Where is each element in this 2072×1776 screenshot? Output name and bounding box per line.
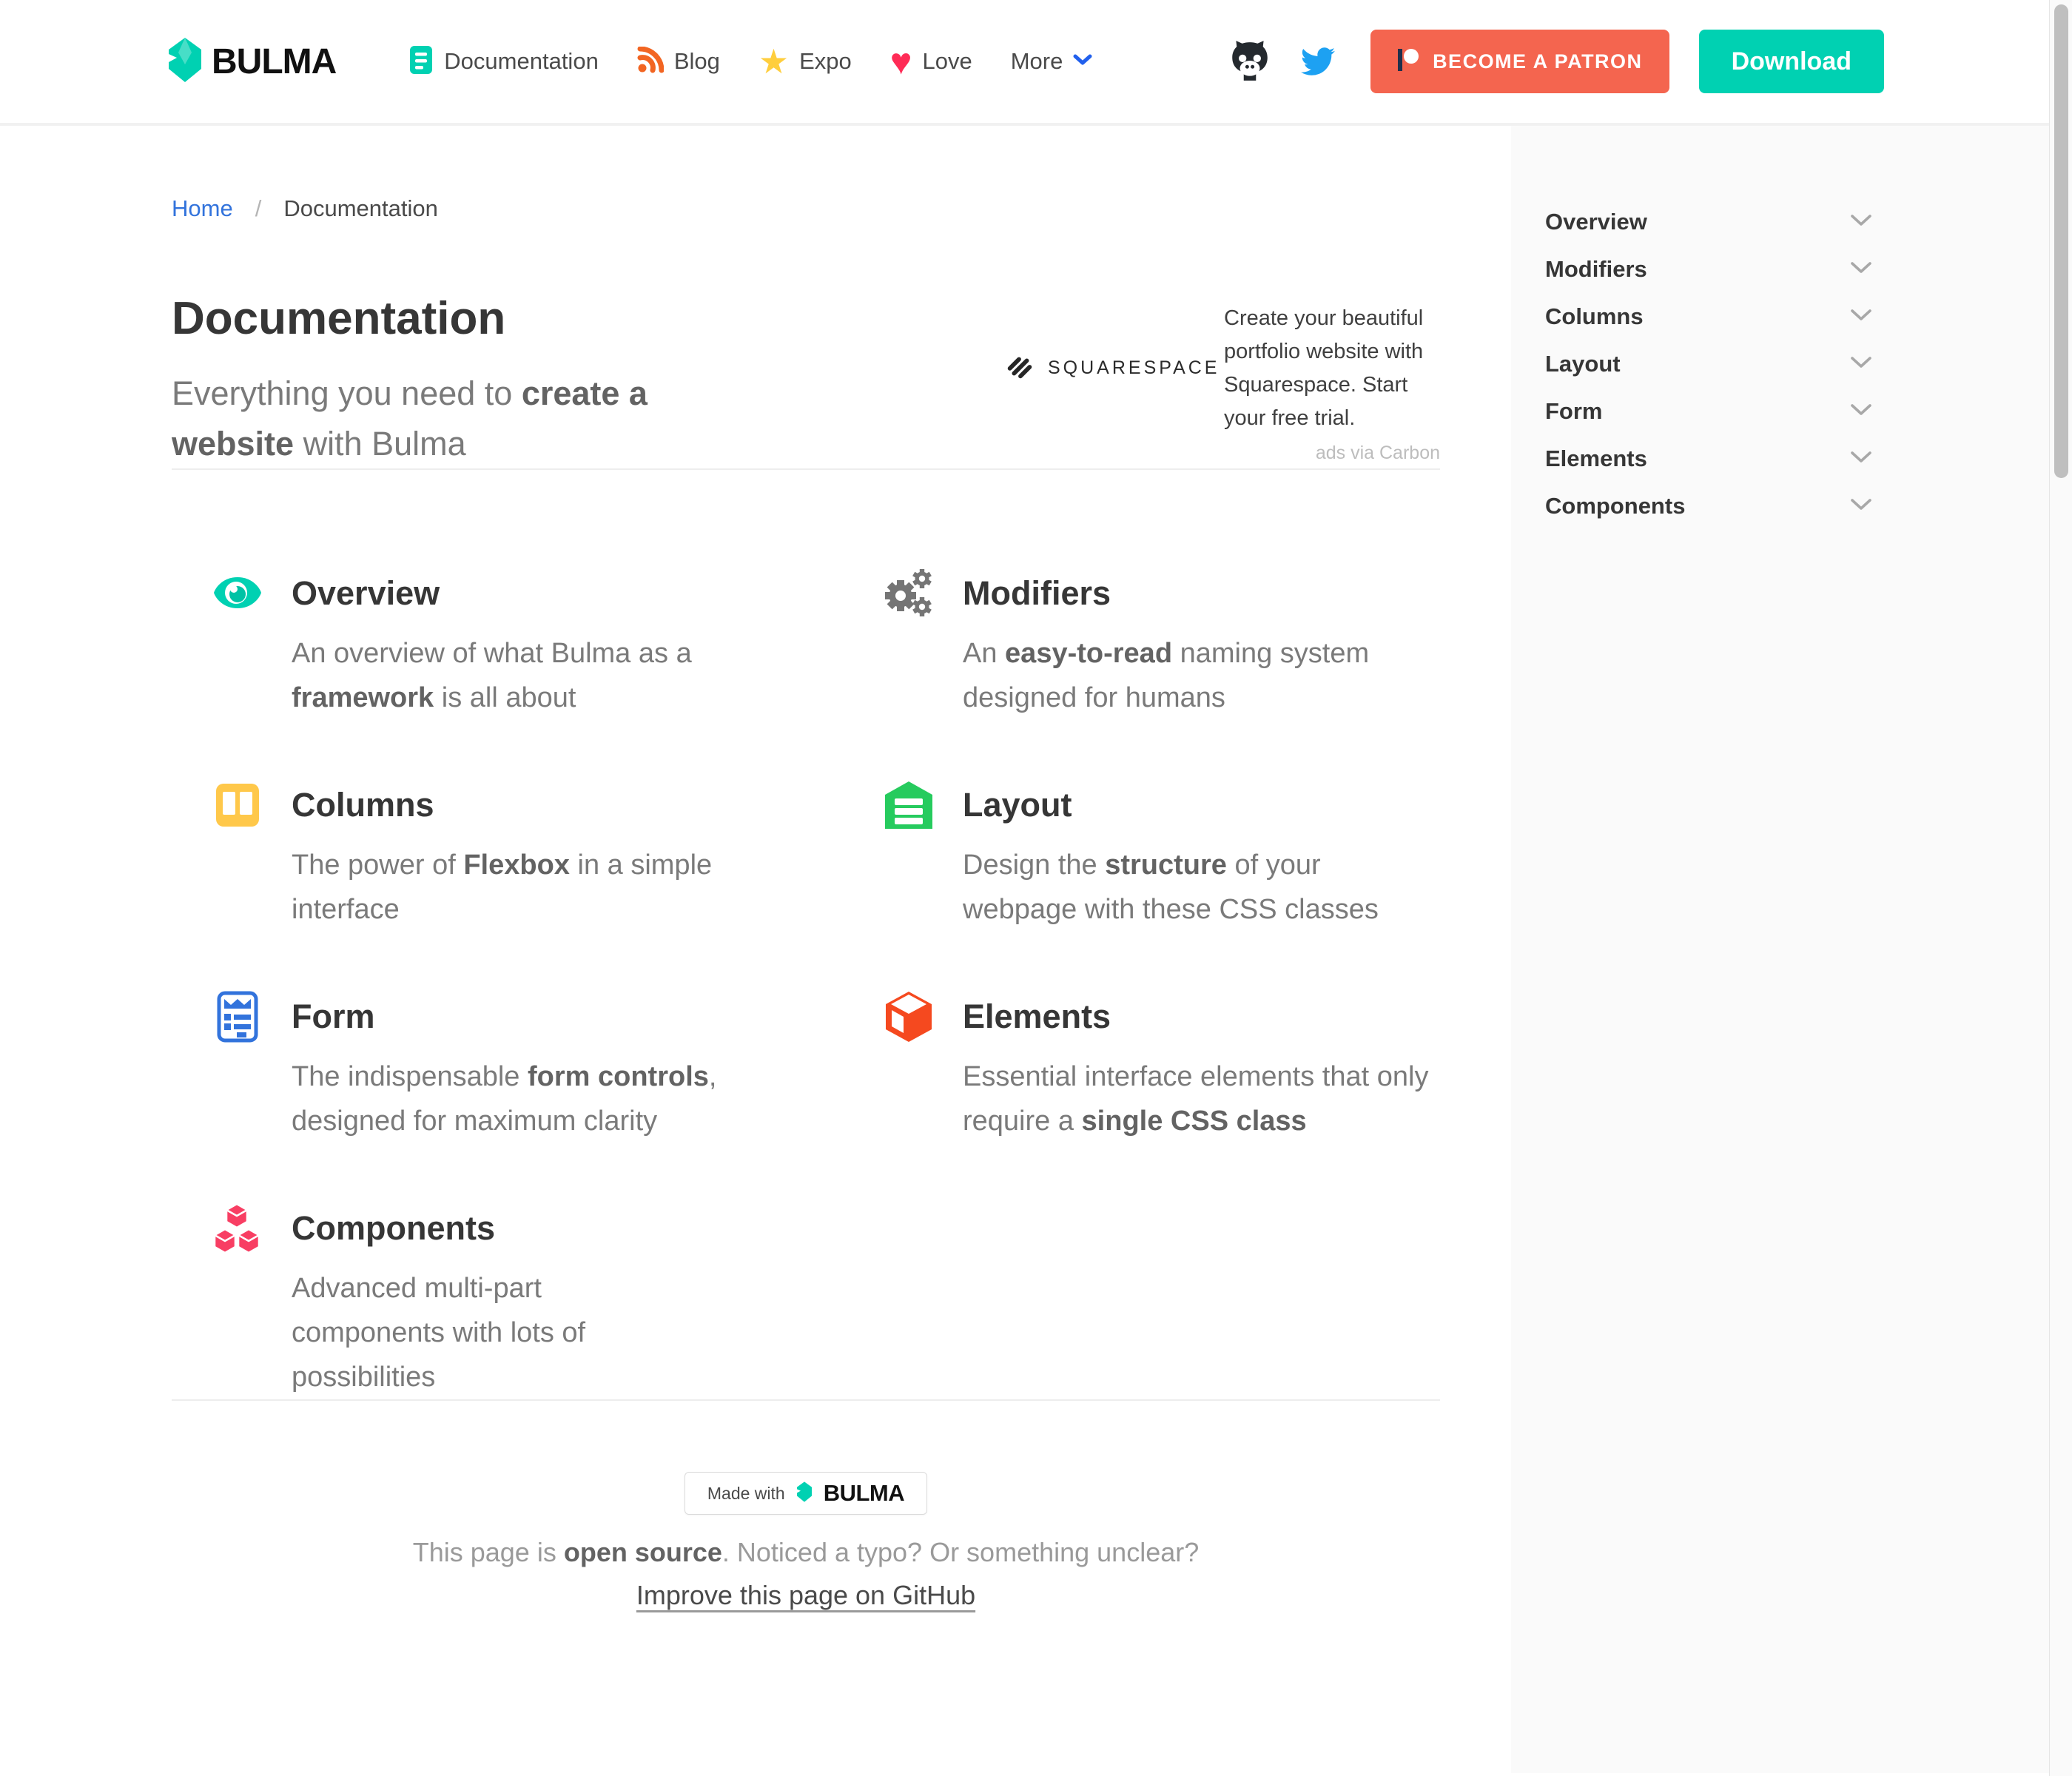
ad-text[interactable]: Create your beautiful portfolio website with Squarespace. Start your free trial.	[1224, 306, 1424, 430]
ad-caption[interactable]: ads via Carbon	[1315, 442, 1440, 463]
chevron-down-icon	[1073, 54, 1092, 70]
card-title[interactable]: Overview	[292, 574, 440, 612]
navbar	[0, 0, 2072, 126]
sidebar-item-components[interactable]: Components	[1545, 482, 1872, 530]
star-icon: ★	[758, 42, 790, 81]
sidebar-item-modifiers[interactable]: Modifiers	[1545, 246, 1872, 293]
sidebar-item-elements[interactable]: Elements	[1545, 435, 1872, 482]
card-elements	[883, 991, 1480, 1143]
nav-item-more[interactable]: More	[1011, 48, 1093, 75]
page-header	[172, 293, 682, 468]
download-button[interactable]: Download	[1699, 30, 1884, 93]
chevron-down-icon	[1850, 356, 1872, 373]
page-title: Documentation	[172, 293, 506, 344]
bulma-logo[interactable]	[169, 38, 336, 86]
breadcrumb	[172, 195, 1440, 222]
page-footer	[172, 1401, 1440, 1611]
nav-item-expo[interactable]: ★ Expo	[758, 42, 852, 81]
clipboard-icon	[212, 991, 263, 1043]
warehouse-icon	[883, 779, 935, 831]
squarespace-name: SQUARESPACE	[1048, 357, 1220, 379]
card-components	[212, 1202, 883, 1399]
chevron-down-icon	[1850, 214, 1872, 231]
scrollbar-thumb[interactable]	[2054, 4, 2068, 478]
breadcrumb-current: Documentation	[283, 195, 438, 221]
sidebar-item-layout[interactable]: Layout	[1545, 340, 1872, 388]
card-title[interactable]: Layout	[963, 786, 1072, 824]
sidebar-item-form[interactable]: Form	[1545, 388, 1872, 435]
card-overview	[212, 568, 883, 720]
chevron-down-icon	[1850, 498, 1872, 515]
card-title[interactable]: Columns	[292, 786, 434, 824]
nav-item-love[interactable]: ♥ Love	[889, 41, 972, 82]
card-title[interactable]: Modifiers	[963, 574, 1111, 612]
chevron-down-icon	[1850, 451, 1872, 468]
patreon-icon	[1397, 48, 1419, 75]
divider	[172, 468, 1440, 470]
card-modifiers	[883, 568, 1480, 720]
card-title[interactable]: Form	[292, 998, 375, 1036]
nav-item-blog[interactable]: Blog	[637, 47, 720, 77]
twitter-icon[interactable]	[1298, 44, 1338, 78]
card-title[interactable]: Components	[292, 1209, 495, 1248]
badge-brand: BULMA	[823, 1480, 905, 1507]
scrollbar-track[interactable]	[2049, 0, 2072, 1776]
cubes-icon	[212, 1202, 263, 1254]
squarespace-icon	[1003, 350, 1036, 386]
breadcrumb-home-link[interactable]: Home	[172, 195, 233, 221]
github-icon[interactable]	[1227, 40, 1273, 83]
card-description: The power of Flexbox in a simple interface	[292, 850, 713, 926]
made-with-bulma-badge[interactable]	[684, 1472, 927, 1515]
card-description: An overview of what Bulma as a framework is all about	[292, 638, 692, 714]
card-description: Essential interface elements that only require a single CSS class	[963, 1061, 1429, 1137]
chevron-down-icon	[1850, 403, 1872, 420]
gears-icon	[883, 568, 935, 619]
chevron-down-icon	[1850, 309, 1872, 326]
improve-page-link[interactable]: Improve this page on GitHub	[636, 1580, 976, 1611]
cards-grid	[172, 568, 1440, 1399]
page-subtitle: Everything you need to create a website with Bulma	[172, 374, 648, 462]
main-content	[0, 126, 1511, 1773]
book-icon	[408, 44, 434, 79]
breadcrumb-separator: /	[255, 195, 262, 221]
card-form	[212, 991, 883, 1143]
brand-name: BULMA	[212, 41, 337, 81]
rss-icon	[637, 47, 664, 77]
open-source-note: This page is open source. Noticed a typo? Or something unclear?	[412, 1537, 1200, 1568]
card-description: Design the structure of your webpage with these CSS classes	[963, 850, 1379, 926]
nav-item-documentation[interactable]: Documentation	[408, 44, 599, 79]
cube-icon	[883, 991, 935, 1043]
card-layout	[883, 779, 1480, 932]
card-columns	[212, 779, 883, 932]
bulma-gem-icon	[797, 1481, 812, 1506]
eye-icon	[212, 568, 263, 619]
become-patron-button[interactable]: BECOME A PATRON	[1370, 30, 1669, 93]
card-description: An easy-to-read naming system designed for humans	[963, 638, 1370, 714]
columns-icon	[212, 779, 263, 831]
carbon-ad[interactable]	[1003, 302, 1440, 468]
card-title[interactable]: Elements	[963, 998, 1111, 1036]
card-description: The indispensable form controls, designed for maximum clarity	[292, 1061, 717, 1137]
sidebar-menu	[1511, 126, 2072, 1773]
sidebar-item-columns[interactable]: Columns	[1545, 293, 1872, 340]
squarespace-logo	[1003, 350, 1220, 386]
sidebar-item-overview[interactable]: Overview	[1545, 198, 1872, 246]
bulma-gem-icon	[169, 38, 201, 86]
heart-icon: ♥	[889, 41, 912, 82]
made-with-label: Made with	[707, 1483, 785, 1503]
card-description: Advanced multi-part components with lots of possibilities	[292, 1273, 586, 1393]
chevron-down-icon	[1850, 261, 1872, 278]
